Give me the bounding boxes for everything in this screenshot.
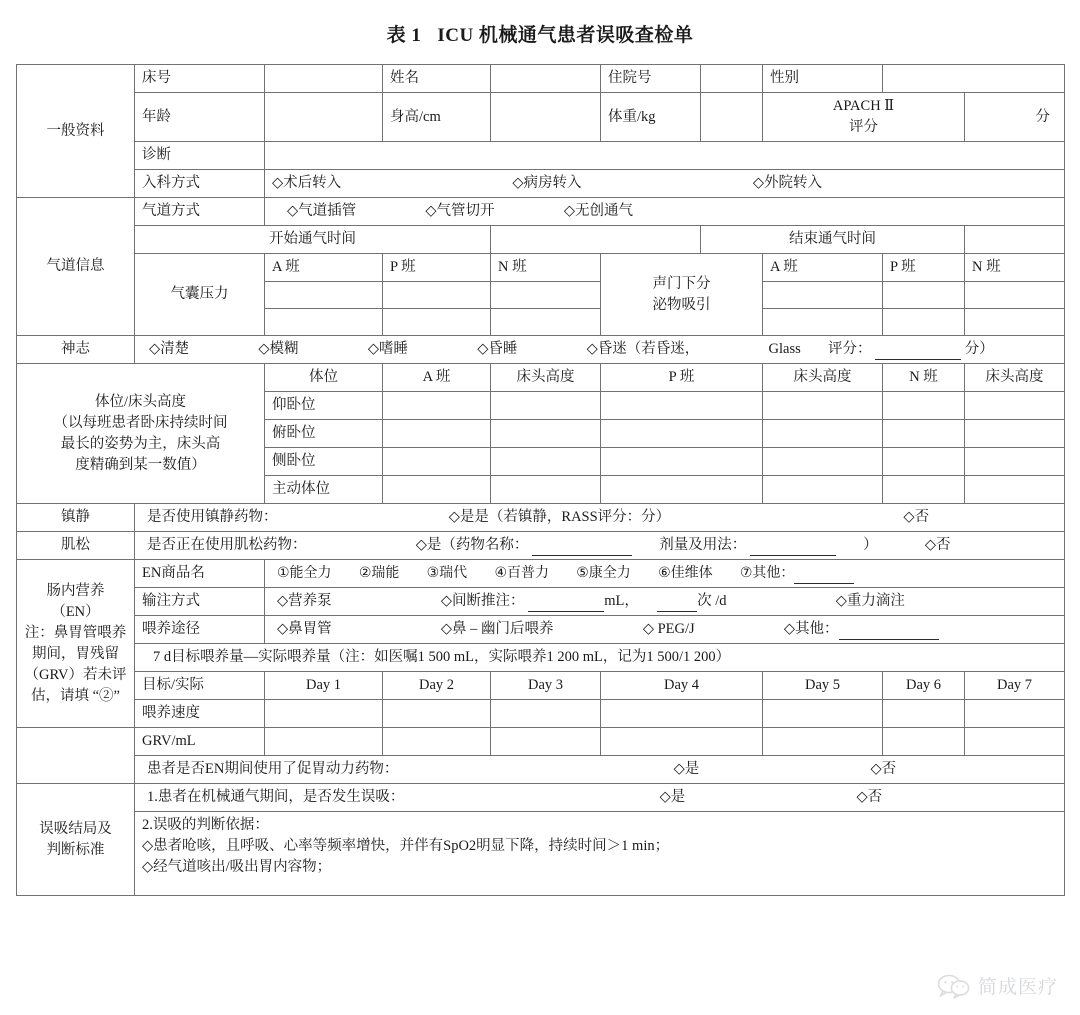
option-en-nengquanli[interactable]: ①能全力: [277, 565, 332, 582]
section-label-outcome: [17, 784, 135, 896]
watermark: [937, 972, 1058, 999]
table-row: [17, 93, 1065, 142]
cuff-value-shift-n[interactable]: [491, 282, 601, 309]
position-active-height-a[interactable]: [491, 476, 601, 504]
nutrition-label-line-4: 期间，胃残留: [32, 645, 119, 662]
glasgow-scale-name: Glass: [768, 341, 801, 358]
glasgow-score-input[interactable]: [875, 345, 961, 360]
subglottic-value2-shift-a[interactable]: [763, 309, 883, 336]
cuff-header-shift-n: N 班: [491, 254, 601, 282]
field-value-apache-score[interactable]: [965, 93, 1065, 142]
checkbox-admit-external-hospital[interactable]: ◇外院转入: [752, 175, 822, 192]
field-value-height[interactable]: [491, 93, 601, 142]
prokinetic-row-content: [135, 756, 1065, 784]
relaxant-yes-suffix: ）: [863, 537, 878, 554]
position-header-shift-p: P 班: [601, 364, 763, 392]
position-supine-shift-a[interactable]: [383, 392, 491, 420]
cuff-value2-shift-p[interactable]: [383, 309, 491, 336]
infusion-frequency-input[interactable]: [657, 598, 697, 613]
infusion-frequency-unit: 次 /d: [697, 593, 727, 610]
position-label-line-2: （以每班患者卧床持续时间: [53, 414, 228, 431]
subglottic-header-shift-n: N 班: [965, 254, 1065, 282]
table-row: [17, 756, 1065, 784]
checkbox-prokinetic-no[interactable]: ◇否: [870, 761, 897, 778]
table-row: [17, 504, 1065, 532]
apache-line-1: APACH Ⅱ: [832, 98, 895, 115]
table-row: [17, 254, 1065, 282]
position-label-line-4: 度精确到某一数值）: [75, 456, 206, 473]
relaxant-question: 是否正在使用肌松药物：: [147, 537, 307, 554]
checkbox-relaxant-no[interactable]: ◇否: [924, 537, 951, 554]
cuff-value-shift-a[interactable]: [265, 282, 383, 309]
position-lateral-shift-p[interactable]: [601, 448, 763, 476]
apache-unit: 分: [1035, 108, 1050, 125]
table-row: [17, 364, 1065, 392]
checkbox-aspiration-no[interactable]: ◇否: [856, 789, 883, 806]
position-prone-shift-n[interactable]: [883, 420, 965, 448]
aspiration-criterion-1: ◇患者呛咳，且呼吸、心率等频率增快，并伴有SpO2明显下降，持续时间＞1 min；: [142, 838, 670, 855]
aspiration-question-1: 1.患者在机械通气期间，是否发生误吸：: [147, 789, 405, 806]
feeding-header-day-1: Day 1: [265, 672, 383, 700]
option-en-ruineng[interactable]: ②瑞能: [358, 565, 400, 582]
field-label-apache-score: [763, 93, 965, 142]
field-label-admission-no: 住院号: [601, 65, 701, 93]
field-value-age[interactable]: [265, 93, 383, 142]
table-row: [17, 65, 1065, 93]
glasgow-score-suffix: 分）: [964, 341, 994, 358]
feeding-grv-day-3[interactable]: [491, 728, 601, 756]
position-active-height-n[interactable]: [965, 476, 1065, 504]
checkbox-sedation-no[interactable]: ◇否: [903, 509, 930, 526]
outcome-label-line-1: 误吸结局及: [39, 820, 112, 837]
position-active-shift-a[interactable]: [383, 476, 491, 504]
position-row-label-lateral: 侧卧位: [265, 448, 383, 476]
table-row: [17, 142, 1065, 170]
nutrition-label-line-3: 注：鼻胃管喂养: [24, 624, 127, 641]
checkbox-route-other[interactable]: ◇其他：: [783, 621, 839, 638]
checkbox-sedation-yes[interactable]: ◇是是（若镇静，RASS评分：分）: [448, 509, 671, 526]
field-label-subglottic-suction: [601, 254, 763, 336]
table-row: [17, 198, 1065, 226]
position-lateral-shift-a[interactable]: [383, 448, 491, 476]
feeding-header-day-2: Day 2: [383, 672, 491, 700]
criteria-spacer: [142, 878, 1057, 892]
feeding-header-day-6: Day 6: [883, 672, 965, 700]
position-active-height-p[interactable]: [763, 476, 883, 504]
checkbox-route-pegj[interactable]: ◇ PEG/J: [642, 621, 695, 638]
position-row-label-prone: 俯卧位: [265, 420, 383, 448]
table-title-text: ICU 机械通气患者误吸查检单: [437, 25, 694, 46]
option-en-ruidai[interactable]: ③瑞代: [426, 565, 468, 582]
feeding-rate-day-5[interactable]: [763, 700, 883, 728]
feeding-rate-day-6[interactable]: [883, 700, 965, 728]
relaxant-dose-input[interactable]: [750, 541, 836, 556]
position-lateral-height-p[interactable]: [763, 448, 883, 476]
section-label-sedation: 镇静: [17, 504, 135, 532]
feeding-route-options: [265, 616, 1065, 644]
feeding-table-row-label-rate: 喂养速度: [135, 700, 265, 728]
table-row: [17, 588, 1065, 616]
admit-route-options: [265, 170, 1065, 198]
relaxant-row-content: [135, 532, 1065, 560]
feeding-goal-note: 7 d目标喂养量—实际喂养量（注：如医嘱1 500 mL，实际喂养1 200 mL，记为1 500/1 200）: [135, 644, 1065, 672]
sedation-row-content: [135, 504, 1065, 532]
checklist-table: [16, 64, 1065, 896]
page-title: [0, 0, 1080, 64]
en-product-options: [265, 560, 1065, 588]
position-supine-height-n[interactable]: [965, 392, 1065, 420]
feeding-grv-day-1[interactable]: [265, 728, 383, 756]
subglottic-value2-shift-n[interactable]: [965, 309, 1065, 336]
section-label-nutrition-spacer: [17, 728, 135, 784]
feeding-header-day-3: Day 3: [491, 672, 601, 700]
subglottic-value-shift-p[interactable]: [883, 282, 965, 309]
position-row-label-supine: 仰卧位: [265, 392, 383, 420]
field-label-feeding-route: 喂养途径: [135, 616, 265, 644]
feeding-header-day-5: Day 5: [763, 672, 883, 700]
field-value-name[interactable]: [491, 65, 601, 93]
table-row: [17, 644, 1065, 672]
subglottic-line-1: 声门下分: [652, 275, 711, 292]
relaxant-drug-name-input[interactable]: [532, 541, 632, 556]
cuff-value-shift-p[interactable]: [383, 282, 491, 309]
feeding-table-row-label-goal: 目标/实际: [135, 672, 265, 700]
field-label-gender: 性别: [763, 65, 883, 93]
field-value-vent-end-time[interactable]: [965, 226, 1065, 254]
position-lateral-height-a[interactable]: [491, 448, 601, 476]
checkbox-conscious-confused[interactable]: ◇模糊: [258, 341, 299, 358]
subglottic-line-2: 泌物吸引: [652, 296, 711, 313]
feeding-rate-day-7[interactable]: [965, 700, 1065, 728]
field-label-vent-start-time: 开始通气时间: [135, 226, 491, 254]
feeding-rate-day-2[interactable]: [383, 700, 491, 728]
checkbox-noninvasive-ventilation[interactable]: ◇无创通气: [563, 203, 633, 220]
position-lateral-shift-n[interactable]: [883, 448, 965, 476]
option-en-kangquanli[interactable]: ⑤康全力: [576, 565, 631, 582]
field-label-admit-route: 入科方式: [135, 170, 265, 198]
position-row-label-active: 主动体位: [265, 476, 383, 504]
table-row: [17, 226, 1065, 254]
field-label-bed-no: 床号: [135, 65, 265, 93]
field-label-age: 年龄: [135, 93, 265, 142]
checkbox-conscious-stupor[interactable]: ◇昏睡: [477, 341, 518, 358]
feeding-rate-day-4[interactable]: [601, 700, 763, 728]
field-value-vent-start-time[interactable]: [491, 226, 701, 254]
table-row: [17, 672, 1065, 700]
section-label-nutrition: [17, 560, 135, 728]
table-row: [17, 532, 1065, 560]
feeding-rate-day-1[interactable]: [265, 700, 383, 728]
field-value-bed-no[interactable]: [265, 65, 383, 93]
position-supine-shift-n[interactable]: [883, 392, 965, 420]
subglottic-header-shift-a: A 班: [763, 254, 883, 282]
watermark-text: 简成医疗: [977, 977, 1058, 998]
checkbox-prokinetic-yes[interactable]: ◇是: [673, 761, 700, 778]
table-row: [17, 616, 1065, 644]
checkbox-infusion-pump[interactable]: ◇营养泵: [277, 593, 332, 610]
airway-mode-options: [265, 198, 1065, 226]
aspiration-criterion-2: ◇经气道咳出/吸出胃内容物；: [142, 859, 332, 876]
feeding-grv-day-4[interactable]: [601, 728, 763, 756]
field-value-gender[interactable]: [883, 65, 1065, 93]
position-header-head-height-n: 床头高度: [965, 364, 1065, 392]
checkbox-aspiration-yes[interactable]: ◇是: [659, 789, 686, 806]
table-row: [17, 700, 1065, 728]
position-header-head-height-a: 床头高度: [491, 364, 601, 392]
feeding-grv-day-2[interactable]: [383, 728, 491, 756]
aspiration-occurred-row: [135, 784, 1065, 812]
field-value-weight[interactable]: [701, 93, 763, 142]
feeding-grv-day-6[interactable]: [883, 728, 965, 756]
field-value-diagnosis[interactable]: [265, 142, 1065, 170]
table-row: [17, 336, 1065, 364]
aspiration-criteria-block: [135, 812, 1065, 896]
nutrition-label-line-6: 估，请填 “②”: [31, 687, 120, 704]
sedation-question: 是否使用镇静药物：: [147, 509, 278, 526]
wechat-icon: [937, 973, 971, 999]
option-en-other[interactable]: ⑦其他：: [739, 565, 795, 582]
section-label-relaxant: 肌松: [17, 532, 135, 560]
position-prone-shift-a[interactable]: [383, 420, 491, 448]
position-header-position: 体位: [265, 364, 383, 392]
subglottic-value-shift-n[interactable]: [965, 282, 1065, 309]
position-supine-height-p[interactable]: [763, 392, 883, 420]
checkbox-relaxant-yes[interactable]: ◇是（药物名称：: [415, 537, 529, 554]
table-row: [17, 784, 1065, 812]
position-header-head-height-p: 床头高度: [763, 364, 883, 392]
relaxant-dose-label: 剂量及用法：: [659, 537, 747, 554]
feeding-table-row-label-grv: GRV/mL: [135, 728, 265, 756]
position-label-line-3: 最长的姿势为主，床头高: [60, 435, 221, 452]
nutrition-label-line-5: （GRV）若未评: [24, 666, 127, 683]
field-label-cuff-pressure: 气囊压力: [135, 254, 265, 336]
checkbox-conscious-drowsy[interactable]: ◇嗜睡: [367, 341, 408, 358]
section-label-airway: 气道信息: [17, 198, 135, 336]
infusion-volume-input[interactable]: [528, 598, 604, 613]
table-row: [17, 170, 1065, 198]
field-value-admission-no[interactable]: [701, 65, 763, 93]
field-label-diagnosis: 诊断: [135, 142, 265, 170]
position-header-shift-a: A 班: [383, 364, 491, 392]
checkbox-tracheostomy[interactable]: ◇气管切开: [425, 203, 495, 220]
field-label-weight: 体重/kg: [601, 93, 701, 142]
field-label-infusion-method: 输注方式: [135, 588, 265, 616]
checkbox-route-nasogastric[interactable]: ◇鼻胃管: [277, 621, 332, 638]
table-row: [17, 812, 1065, 896]
cuff-value2-shift-a[interactable]: [265, 309, 383, 336]
section-label-general: 一般资料: [17, 65, 135, 198]
checkbox-airway-intubation[interactable]: ◇气道插管: [287, 203, 357, 220]
cuff-header-shift-a: A 班: [265, 254, 383, 282]
position-header-shift-n: N 班: [883, 364, 965, 392]
checkbox-conscious-coma[interactable]: ◇昏迷（若昏迷，: [586, 341, 700, 358]
field-label-airway-mode: 气道方式: [135, 198, 265, 226]
position-lateral-height-n[interactable]: [965, 448, 1065, 476]
prokinetic-question: 患者是否EN期间使用了促胃动力药物：: [147, 761, 399, 778]
feeding-grv-day-5[interactable]: [763, 728, 883, 756]
aspiration-criteria-title: 2.误吸的判断依据：: [142, 817, 269, 834]
consciousness-options: [135, 336, 1065, 364]
outcome-label-line-2: 判断标准: [46, 841, 105, 858]
position-label-line-1: 体位/床头高度: [94, 393, 187, 410]
subglottic-value2-shift-p[interactable]: [883, 309, 965, 336]
infusion-method-options: [265, 588, 1065, 616]
checkbox-infusion-gravity[interactable]: ◇重力滴注: [835, 593, 905, 610]
infusion-volume-unit: mL，: [604, 593, 639, 610]
field-label-en-product: EN商品名: [135, 560, 265, 588]
position-active-shift-n[interactable]: [883, 476, 965, 504]
feeding-header-day-7: Day 7: [965, 672, 1065, 700]
checkbox-admit-post-op[interactable]: ◇术后转入: [272, 175, 342, 192]
route-other-input[interactable]: [839, 626, 939, 641]
en-other-input[interactable]: [794, 570, 854, 585]
checkbox-admit-from-ward[interactable]: ◇病房转入: [512, 175, 582, 192]
table-row: [17, 728, 1065, 756]
checkbox-infusion-intermittent[interactable]: ◇间断推注：: [440, 593, 525, 610]
cuff-value2-shift-n[interactable]: [491, 309, 601, 336]
section-label-position: [17, 364, 265, 504]
field-label-consciousness: 神志: [17, 336, 135, 364]
option-en-baipuli[interactable]: ④百普力: [494, 565, 549, 582]
cuff-header-shift-p: P 班: [383, 254, 491, 282]
apache-line-2: 评分: [849, 119, 878, 136]
position-prone-shift-p[interactable]: [601, 420, 763, 448]
position-supine-shift-p[interactable]: [601, 392, 763, 420]
option-en-jiaweiti[interactable]: ⑥佳维体: [658, 565, 713, 582]
checkbox-route-postpyloric[interactable]: ◇鼻 – 幽门后喂养: [440, 621, 554, 638]
subglottic-header-shift-p: P 班: [883, 254, 965, 282]
checkbox-conscious-clear[interactable]: ◇清楚: [149, 341, 190, 358]
position-prone-height-p[interactable]: [763, 420, 883, 448]
field-label-name: 姓名: [383, 65, 491, 93]
field-label-vent-end-time: 结束通气时间: [701, 226, 965, 254]
subglottic-value-shift-a[interactable]: [763, 282, 883, 309]
position-active-shift-p[interactable]: [601, 476, 763, 504]
position-prone-height-a[interactable]: [491, 420, 601, 448]
nutrition-label-line-1: 肠内营养: [46, 582, 105, 599]
feeding-header-day-4: Day 4: [601, 672, 763, 700]
table-number: 表 1: [386, 25, 422, 46]
feeding-grv-day-7[interactable]: [965, 728, 1065, 756]
glasgow-score-label: 评分：: [828, 341, 872, 358]
table-row: [17, 560, 1065, 588]
field-label-height: 身高/cm: [383, 93, 491, 142]
feeding-rate-day-3[interactable]: [491, 700, 601, 728]
position-supine-height-a[interactable]: [491, 392, 601, 420]
position-prone-height-n[interactable]: [965, 420, 1065, 448]
nutrition-label-line-2: （EN）: [51, 603, 100, 620]
